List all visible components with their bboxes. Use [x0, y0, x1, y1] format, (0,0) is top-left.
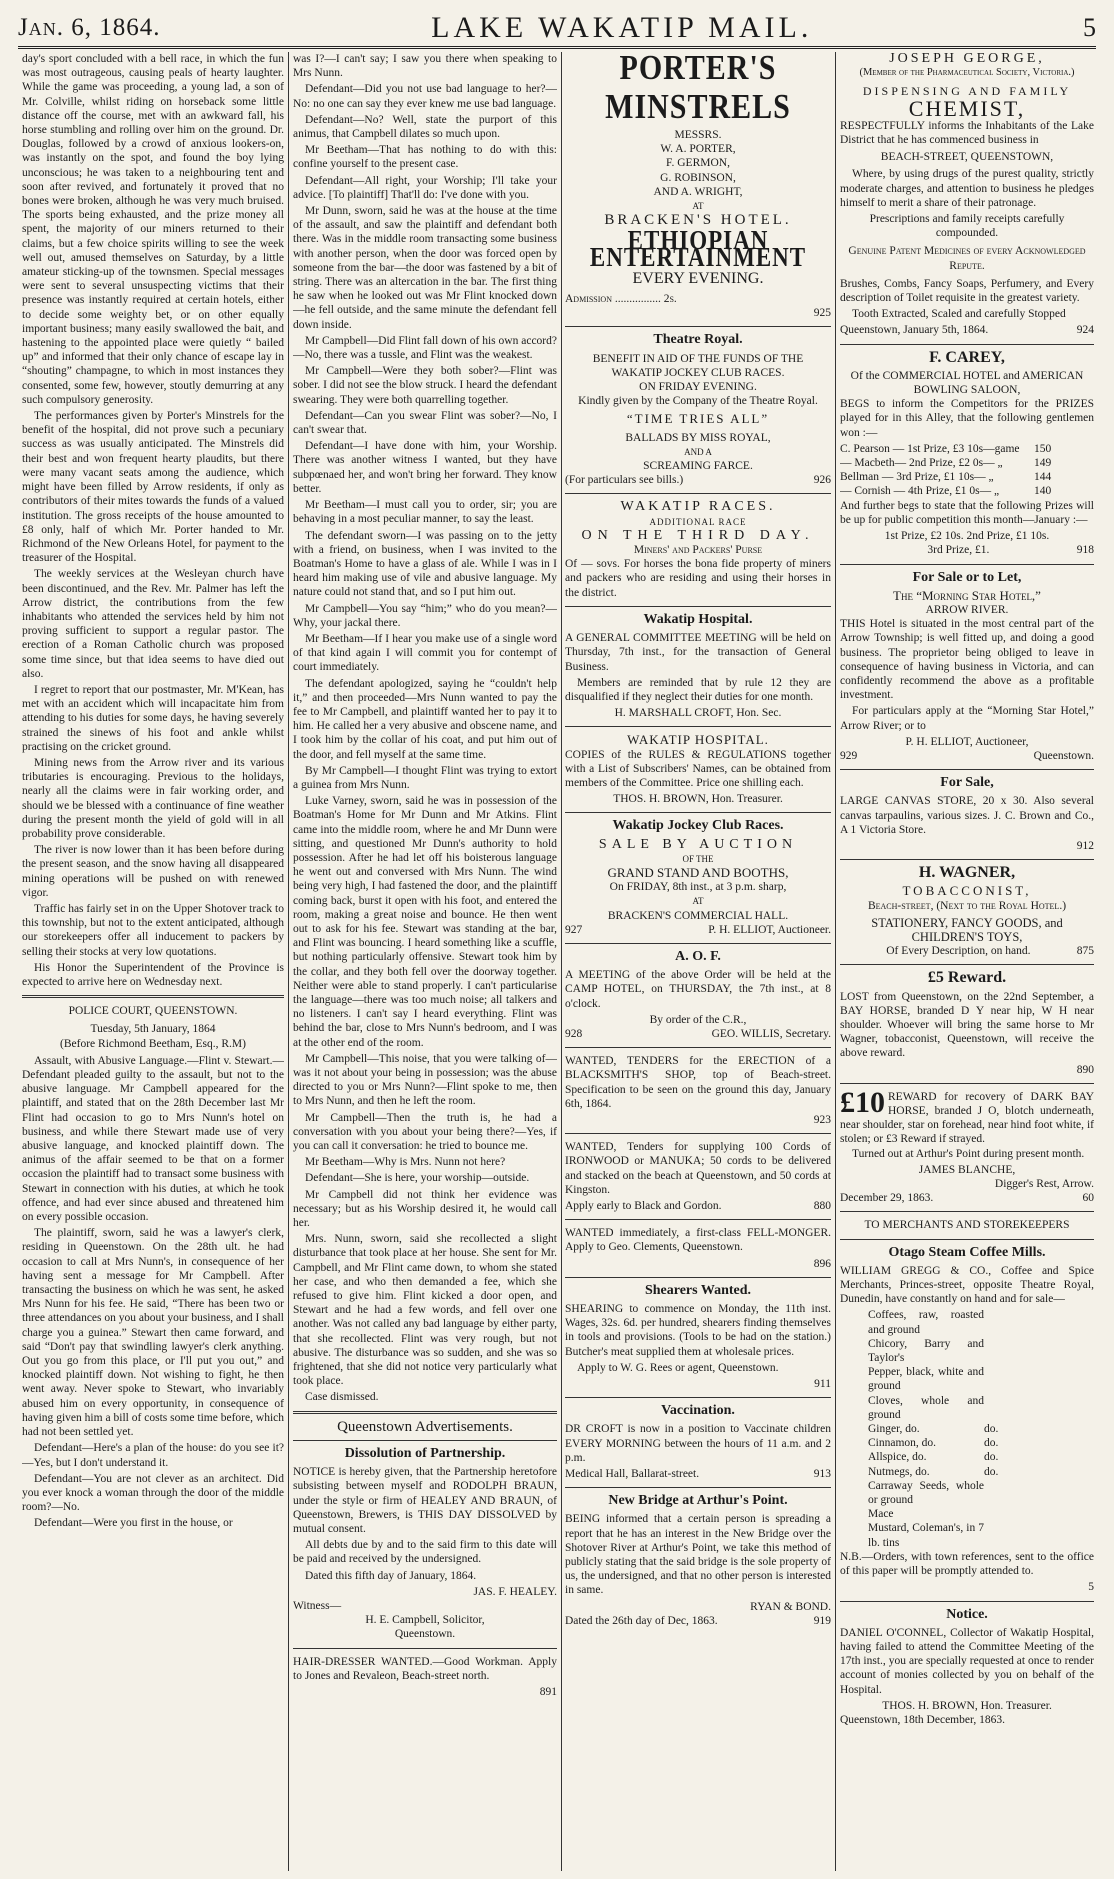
prize-list — [840, 442, 1094, 499]
jg-genuine: Genuine Patent Medicines of every Acknowledged Repute. — [848, 245, 1086, 272]
morning-star: The “Morning Star Hotel,” — [893, 587, 1041, 603]
ten-pound-footer — [840, 1191, 1094, 1205]
prize-row-cell: — Cornish — 4th Prize, £1 0s— „ — [840, 485, 1000, 498]
court-paragraph: Mrs. Nunn, sworn, said she recollected a slight disturbance that took place at her house. She sent for Mr. Campbell, and Mr Flint came down, to whom she stated her case, and who then demanded a fee, which she refused to give him. Flint kicked a door open, and Stewart and he had a few words, and fell over one another. Was not called any bad language by either party, that she recollected. Flint was very rough, but not abusive. The disturbance was so sudden, and she was so frightened, that she did not notice very particularly what took place. — [293, 1233, 557, 1388]
prize-row-cell: 140 — [1034, 485, 1052, 498]
court-paragraph: The defendant apologized, saying he “couldn't help it,” and then proceeded—Mrs Nunn wanted to pay the fee to Mr Campbell, and plaintiff wanted her to pay it to him. He called her a very abusive and obscene name, and I took him by the collar of his coat, and put him out of the door, and fell myself at the same time. — [293, 677, 557, 761]
screaming-farce: SCREAMING FARCE. — [643, 460, 753, 473]
court-paragraph: Case dismissed. — [305, 1391, 379, 1404]
shearers-apply: Apply to W. G. Rees or agent, Queenstown. — [577, 1361, 779, 1374]
goods-row-cell — [984, 1394, 1044, 1422]
vaccination-title: Vaccination. — [661, 1403, 735, 1419]
court-title: POLICE COURT, QUEENSTOWN. — [68, 1005, 238, 1018]
divider — [565, 1047, 831, 1048]
goods-row — [840, 1337, 1094, 1365]
court-paragraph: was I?—I can't say; I saw you there when speaking to Mrs Nunn. — [293, 53, 557, 80]
court-paragraph: Mr Beetham—That has nothing to do with this: confine yourself to the present case. — [293, 144, 557, 171]
auction-footer — [565, 923, 831, 937]
witness-label: Witness— — [293, 1599, 342, 1612]
ethiopian-entertainment: ETHIOPIAN ENTERTAINMENT — [589, 225, 807, 273]
prize-row-cell: 149 — [1034, 457, 1052, 470]
goods-row-cell: Mace — [868, 1508, 894, 1521]
ten-pound-signature: JAMES BLANCHE, — [918, 1163, 1016, 1176]
news-article — [22, 52, 284, 989]
divider — [293, 1648, 557, 1649]
ten-pound-address: Digger's Rest, Arrow. — [994, 1178, 1094, 1191]
wagner-footer — [840, 944, 1094, 958]
court-paragraph: Mr Campbell—Were they both sober?—Flint was sober. I did not see the blow struck. I heard the defendant swearing. They were both quarrelling together. — [293, 365, 557, 406]
aof-signature: GEO. WILLIS, Secretary. — [711, 1027, 831, 1040]
jg-footer — [840, 323, 1094, 337]
carey-subtitle: Of the COMMERCIAL HOTEL and AMERICAN BOWLING SALOON, — [850, 369, 1084, 397]
theatre-line: BENEFIT IN AID OF THE FUNDS OF THE — [592, 352, 804, 365]
for-sale-title: For Sale, — [940, 775, 994, 791]
paragraph: The river is now lower than it has been before during the present season, and the snow having all disappeared mining operations will be pushed on with renewed vigor. — [22, 844, 284, 899]
ad-number: 918 — [1076, 544, 1094, 557]
hospital-signature: H. MARSHALL CROFT, Hon. Sec. — [614, 707, 782, 720]
bridge-signature: RYAN & BOND. — [750, 1600, 831, 1613]
stationery: STATIONERY, FANCY GOODS, and CHILDREN'S TOYS, — [871, 915, 1063, 944]
and-a: AND A — [684, 446, 712, 457]
at-label: AT — [692, 896, 704, 907]
notice-text: DANIEL O'CONNEL, Collector of Wakatip Hospital, having failed to attend the Committee Meeting of the 17th inst., you are specially requested at once to render account of monies collected by you on behalf of the Hospital. — [840, 1626, 1094, 1696]
court-paragraph: Mr Dunn, sworn, said he was at the house at the time of the assault, and saw the plaintiff and defendant both there. Was in the middle room transacting some business with another person, when the door was forced open by someone from the bar—the door was fastened by a bit of string. There was an altercation in the bar. The first thing he saw when he looked out was Mr Flint knocked down—he fell outside, and the same minute the defendant fell down inside. — [293, 205, 557, 331]
court-paragraph: By Mr Campbell—I thought Flint was trying to extort a guinea from Mrs Nunn. — [293, 764, 557, 791]
goods-row-cell: Cloves, whole and ground — [868, 1394, 984, 1421]
otago-text: WILLIAM GREGG & CO., Coffee and Spice Merchants, Princes-street, opposite Theatre Royal, Dunedin, have constantly on hand and for sale— — [840, 1264, 1094, 1306]
ad-number: 890 — [1076, 1063, 1094, 1076]
carey-prizes: 1st Prize, £2 10s. 2nd Prize, £1 10s. — [884, 530, 1050, 543]
dissolution-notice — [293, 1465, 557, 1583]
divider — [840, 564, 1094, 565]
auction-date: On FRIDAY, 8th inst., at 3 p.m. sharp, — [609, 881, 787, 894]
auctioneer: P. H. ELLIOT, Auctioneer. — [708, 923, 831, 936]
bridge-text: BEING informed that a certain person is spreading a report that he has an interest in the New Bridge over the Shotover River at Arthur's Point, we take this method of publicly stating that the said bridge is the sole property of us, the undersigned, and that no other person is interested in same. — [565, 1513, 831, 1597]
divider — [840, 344, 1094, 345]
court-paragraph: Defendant—Here's a plan of the house: do you see it?—Yes, but I don't understand it. — [22, 1442, 284, 1469]
divider — [840, 1211, 1094, 1212]
theatre-line: WAKATIP JOCKEY CLUB RACES. — [611, 366, 785, 379]
theatre-footer — [565, 473, 831, 487]
jg-text: Tooth Extracted, Scaled and carefully Stopped — [852, 308, 1066, 321]
hospital2-text: COPIES of the RULES & REGULATIONS together with a List of Subscribers' Names, can be obtained from members of the Committee. Price one shilling each. — [565, 748, 831, 789]
carey-footer — [840, 543, 1094, 557]
divider — [565, 493, 831, 494]
otago-nb: N.B.—Orders, with town references, sent to the office of this paper will be promptly attended to. — [840, 1550, 1094, 1578]
paragraph: His Honor the Superintendent of the Province is expected to arrive here on Wednesday next. — [22, 961, 284, 988]
cords-tender-ad: WANTED, Tenders for supplying 100 Cords of IRONWOOD or MANUKA; 50 cords to be delivered and stacked on the beach at Queenstown, and 50 cords at Kingston. — [565, 1141, 831, 1196]
ten-pound-text: Turned out at Arthur's Point during present month. — [852, 1147, 1085, 1160]
divider — [565, 1397, 831, 1398]
theatre-royal-notice — [565, 352, 831, 409]
ad-number: 919 — [813, 1614, 831, 1627]
hospital2-title: WAKATIP HOSPITAL. — [627, 732, 769, 748]
arrow-river: ARROW RIVER. — [925, 603, 1009, 616]
divider — [565, 326, 831, 327]
jockey-club-title: Wakatip Jockey Club Races. — [612, 818, 784, 834]
court-paragraph: Mr Campbell did not think her evidence was necessary; but as his Worship desired it, he would call her. — [293, 1188, 557, 1230]
column-4 — [840, 52, 1094, 1871]
morning-star-text: For particulars apply at the “Morning Star Hotel,” Arrow River; or to — [840, 705, 1094, 732]
performer-name: AND A. WRIGHT, — [653, 185, 743, 198]
goods-row-cell — [984, 1337, 1044, 1365]
court-paragraph: Assault, with Abusive Language.—Flint v. Stewart.—Defendant pleaded guilty to the assault, but not to the abusive language. Mr Campbell appeared for the plaintiff, and stated that on the 28th December last Mr Flint had occasion to go to Mrs Nunn's hotel on business, and while there Stewart made use of very abusive language, and knocked plaintiff down. The animus of the affair seemed to be that on a former occasion the plaintiff had to transact some business with Stewart in connection with his duties, at which he took offence, and had ever since abused and threatened him on every possible occasion. — [22, 1054, 284, 1224]
court-paragraph: Mr Beetham—If I hear you make use of a single word of that kind again I will commit you for contempt of court immediately. — [293, 632, 557, 674]
wagner-address: Beach-street, (Next to the Royal Hotel.) — [867, 899, 1067, 912]
jg-text: Brushes, Combs, Fancy Soaps, Perfumery, and Every description of Toilet requisite in the greatest variety. — [840, 277, 1094, 305]
sale-let-title: For Sale or to Let, — [912, 569, 1022, 585]
goods-row-cell: Cinnamon, do. — [868, 1437, 937, 1450]
pharmaceutical-society: (Member of the Pharmaceutical Society, Victoria.) — [859, 67, 1075, 79]
divider — [565, 1277, 831, 1278]
divider — [565, 726, 831, 727]
notice-signature: THOS. H. BROWN, Hon. Treasurer. — [882, 1699, 1052, 1712]
divider — [840, 964, 1094, 965]
court-paragraph: The plaintiff, sworn, said he was a lawyer's clerk, residing in Queenstown. On the 28th ult. he had occasion to call at Mrs Nunn's, in consequence of her having sent a message for Mr Campbell. After transacting the business on which he was sent, he asked Mrs Nunn for his fee. He said, “There has been two or three attendances on you about your business, and I shall charge you a guinea.” Stewart then came forward, and said “Don't pay that swindling lawyer's clerk anything. Out you go from this place, or I'll put you out,” and knocked plaintiff down. Not wishing to fight, he then went away. Never spoke to Stewart, who invariably abused him on every opportunity, in consequence of having given him a bill of costs some time before, which had not been settled yet. — [22, 1227, 284, 1439]
ad-number: 875 — [1076, 945, 1094, 958]
goods-row — [840, 1365, 1094, 1393]
goods-row-cell — [984, 1521, 1044, 1549]
goods-row-cell — [984, 1507, 1044, 1521]
court-paragraph: Luke Varney, sworn, said he was in possession of the Boatman's Home for Mr Dunn and Mr Atkins. Flint came into the middle room, where he and Mr Dunn were sitting, and questioned Mr Dunn's authority to hold possession. After he had let off his boisterous language he went out and conversed with Mrs Nunn. The wind being very high, I had fastened the door, and the plaintiff coming back, burst it open with his foot, and entered the room, making a great noise and bounce. He then went out to ask for his fee. Stewart was standing at the bar, and Flint was bouncing. I heard something like a scuffle, but nothing particularly offensive. Stewart took him by the collar, and they both fell over the doorway together. Neither were able to stand properly. I can't particularise the language—there was too much noise; all talkers and no listeners. I can't say I heard everything. Flint was behind the bar, close to Mrs Nunn's bedroom, and I was at the other end of the room. — [293, 795, 557, 1049]
theatre-line: ON FRIDAY EVENING. — [639, 381, 757, 394]
goods-row-cell: Ginger, do. — [868, 1423, 920, 1436]
divider — [840, 859, 1094, 860]
court-date: Tuesday, 5th January, 1864 — [90, 1023, 216, 1036]
dispensing: DISPENSING AND FAMILY — [862, 84, 1072, 99]
goods-row — [840, 1422, 1094, 1436]
jg-text: Where, by using drugs of the purest quality, strictly moderate charges, and attention to business he pledges himself to merit a share of their patronage. — [840, 168, 1094, 209]
witness-place: Queenstown. — [394, 1628, 456, 1641]
court-paragraph: Mr Campbell—Then the truth is, he had a conversation with you about your being there?—Yes, if you can call it conversation: he tried to bounce me. — [293, 1111, 557, 1153]
newspaper-title: LAKE WAKATIP MAIL. — [431, 11, 813, 44]
goods-row-cell: Allspice, do. — [868, 1451, 927, 1464]
divider — [840, 1601, 1094, 1602]
performer-names — [565, 142, 831, 199]
ad-number: 880 — [813, 1200, 831, 1212]
prize-row-cell: Bellman — 3rd Prize, £1 10s— „ — [840, 471, 994, 484]
court-report-continued — [293, 52, 557, 1405]
court-paragraph: Defendant—Did you not use bad language to her?—No: no one can say they ever knew me use bad language. — [293, 83, 557, 110]
carey-prize3: 3rd Prize, £1. — [927, 544, 990, 557]
paragraph: The weekly services at the Wesleyan church have been discontinued, and the Rev. Mr. Palmer has left the Arrow district, the contributions from the few inhabitants who attended the services held by him not proving sufficient to support a regular pastor. The erection of a Roman Catholic church was proposed some time since, but that idea seems to have died out also. — [22, 568, 284, 680]
goods-row-cell: do. — [984, 1437, 999, 1450]
purse-text: Of — sovs. For horses the bona fide property of miners and packers who are residing and using their horses in the district. — [565, 558, 831, 599]
goods-row-cell — [984, 1308, 1044, 1336]
divider — [22, 995, 284, 998]
prize-row — [840, 470, 1094, 484]
lost-horse-text: LOST from Queenstown, on the 22nd September, a BAY HORSE, branded D Y near hip, W H near shoulder. Whoever will bring the same horse to Mr Wagner, tobacconist, Queenstown, will receive the above reward. — [840, 990, 1094, 1060]
goods-row-cell — [984, 1479, 1044, 1507]
commercial-hall: BRACKEN'S COMMERCIAL HALL. — [607, 909, 789, 922]
at-label: AT — [692, 201, 704, 212]
ad-number: 5 — [1088, 1581, 1094, 1594]
court-paragraph: The defendant sworn—I was passing on to the jetty with a friend, on business, when I was invited to the Boatman's Home to have a glass of ale. While I was in I heard him making use of vile and abusive language. My nature could not stand that, and so I put him out. — [293, 529, 557, 599]
of-the: OF THE — [682, 853, 714, 864]
prize-row — [840, 442, 1094, 456]
admission: Admission ................ 2s. — [565, 293, 677, 306]
particulars: (For particulars see bills.) — [565, 474, 684, 487]
prize-row-cell: C. Pearson — 1st Prize, £3 10s—game — [840, 442, 1020, 455]
divider — [840, 769, 1094, 770]
goods-list — [840, 1308, 1094, 1549]
paragraph: Traffic has fairly set in on the Upper Shotover track to this township, but not to the extent anticipated, although our storekeepers offer all inducement to packers by selling their stocks at very low quotations. — [22, 902, 284, 958]
paragraph: NOTICE is hereby given, that the Partnership heretofore subsisting between myself and RODOLPH BRAUN, under the style or firm of HEALEY AND BRAUN, of Queenstown, Brewers, is THIS DAY DISSOLVED by mutual consent. — [293, 1466, 557, 1535]
goods-row-cell — [984, 1365, 1044, 1393]
additional-race: ADDITIONAL RACE — [649, 516, 747, 527]
otago-mills-title: Otago Steam Coffee Mills. — [888, 1244, 1046, 1260]
porters-minstrels-title: PORTER'S MINSTRELS — [605, 52, 791, 126]
column-rule — [288, 52, 289, 1871]
ad-number: 912 — [1076, 839, 1094, 852]
court-report — [22, 1054, 284, 1531]
ad-number: 896 — [813, 1257, 831, 1270]
medical-hall: Medical Hall, Ballarat-street. — [565, 1468, 700, 1481]
carey-title: F. CAREY, — [929, 348, 1005, 366]
morning-star-text: THIS Hotel is situated in the most central part of the Arrow Township; is well fitted up, and doing a good business. The proprietor being obliged to leave in consequence of having business in Victoria, and can confidently recommend the above as a profitable investment. — [840, 618, 1094, 702]
bridge-date: Dated the 26th day of Dec, 1863. — [565, 1614, 718, 1627]
goods-row-cell: Nutmegs, do. — [868, 1465, 930, 1478]
wakatip-races-title: WAKATIP RACES. — [620, 499, 776, 515]
goods-row — [840, 1479, 1094, 1507]
bridge-title: New Bridge at Arthur's Point. — [608, 1493, 788, 1509]
vaccination-text: DR CROFT is now in a position to Vaccinate children EVERY MORNING between the hours of 11 a.m. and 2 p.m. — [565, 1423, 831, 1464]
column-3 — [565, 52, 831, 1871]
divider — [565, 812, 831, 813]
paragraph: Dated this fifth day of January, 1864. — [305, 1569, 477, 1582]
brackens-hotel: BRACKEN'S HOTEL. — [604, 212, 792, 229]
goods-row — [840, 1450, 1094, 1464]
court-paragraph: Defendant—All right, your Worship; I'll take your advice. [To plaintiff] That'll do: I've done with you. — [293, 174, 557, 201]
goods-row — [840, 1465, 1094, 1479]
dissolution-signature: JAS. F. HEALEY. — [473, 1585, 557, 1598]
ten-pound-text: REWARD for recovery of DARK BAY HORSE, branded J O, blotch underneath, near shoulder, star on forehead, near hind foot white, if stolen; or £3 Reward if strayed. — [840, 1090, 1094, 1146]
witness-name: H. E. Campbell, Solicitor, — [365, 1614, 485, 1627]
ten-pound-date: December 29, 1863. — [840, 1192, 934, 1205]
ballads: BALLADS BY MISS ROYAL, — [625, 431, 771, 444]
divider — [293, 1440, 557, 1441]
court-paragraph: Defendant—No? Well, state the purport of this animus, that Campbell dilates so much upon. — [293, 113, 557, 141]
carey-text: BEGS to inform the Competitors for the PRIZES played for in this Alley, that the following gentlemen won :— — [840, 398, 1094, 439]
messrs: MESSRS. — [674, 129, 722, 141]
ad-number: 928 — [565, 1027, 583, 1040]
jg-text: Prescriptions and family receipts carefully compounded. — [869, 213, 1065, 240]
performer-name: W. A. PORTER, — [660, 143, 736, 156]
goods-row — [840, 1521, 1094, 1549]
time-tries-all: “TIME TRIES ALL” — [626, 411, 770, 427]
notice-title: Notice. — [946, 1606, 988, 1622]
ad-number: 911 — [814, 1378, 831, 1391]
ad-number: 924 — [1076, 324, 1094, 337]
ad-number: 925 — [813, 307, 831, 320]
performer-name: G. ROBINSON, — [660, 171, 736, 184]
divider — [840, 1239, 1094, 1240]
goods-row — [840, 1436, 1094, 1450]
carey-text: And further begs to state that the following Prizes will be up for public competition this month—January :— — [840, 499, 1094, 526]
column-rule — [561, 52, 562, 1871]
page-number: 5 — [1083, 13, 1096, 42]
ad-number: 60 — [1082, 1192, 1094, 1205]
court-paragraph: Mr Campbell—This noise, that you were talking of—was it not about your being in possession; was the abuse directed to you or Mrs Nunn?—Flint spoke to me, then to Mrs Nunn, and then he left the room. — [293, 1052, 557, 1108]
hospital-text: Members are reminded that by rule 12 they are disqualified if they neglect their duties for one month. — [565, 676, 831, 703]
paragraph: day's sport concluded with a bell race, in which the fun was most outrageous, causing peals of hearty laughter. While the game was proceeding, a young lad, a son of Mr. Colville, whilst riding on horseback some little distance off the course, met with an awkward fall, his horse stumbling and rolling over him on the ground. Dr. Douglas, followed by a crowd of anxious lookers-on, was instantly on the spot, and found the boy lying unconscious; he was taken to a neighbouring tent and soon after revived, and fortunately it proved that no bones were broken, although he was very much bruised. The sports being exhausted, and the prize money all spent, the majority of our miners returned to their claims, but a few choice spirits willing to see the week well out, amused themselves on Saturday, by a little amateur sticking-up of the townsmen. Special messages were sent to several unsuspecting victims that their presence was instantly required at certain hotels, either to decide some weighty bet, or on other equally important business; many easily swallowed the bait, and hastening to the appointed place were quietly “ bailed up” and informed that their only chance of escape lay in “shouting” champagne, to which in most instances they consented, some few, however, stoutly demurring at any such compulsory generosity. — [22, 53, 284, 406]
section-title-queenstown-ads: Queenstown Advertisements. — [337, 1418, 513, 1435]
prize-row — [840, 484, 1094, 498]
divider — [565, 1219, 831, 1220]
hospital2-signature: THOS. H. BROWN, Hon. Treasurer. — [613, 793, 783, 806]
court-before: (Before Richmond Beetham, Esq., R.M) — [60, 1037, 246, 1050]
ten-pound-heading: £10 — [840, 1085, 885, 1119]
grand-stand: GRAND STAND AND BOOTHS, — [607, 864, 789, 880]
divider — [565, 606, 831, 607]
court-paragraph: Defendant—She is here, your worship—outside. — [305, 1172, 530, 1185]
prize-row-cell: 150 — [1034, 442, 1052, 455]
sale-by-auction: SALE BY AUCTION — [598, 836, 798, 852]
paragraph: The performances given by Porter's Minstrels for the benefit of the hospital, did not prove such a pecuniary success as was usually anticipated. The Minstrels did their best and won frequent hearty plaudits, but there were many vacant seats among the audience, which might have been filled by Arrow residents, if only as contributors of their mites towards the funds of a valued institution. The gross receipts of the house amounted to £8 only, half of which Mr. Porter handed to Mr. Richmond of the New Orleans Hotel, for payment to the treasurer of the Hospital. — [22, 410, 284, 565]
merchants-heading: TO MERCHANTS AND STOREKEEPERS — [864, 1219, 1070, 1232]
paragraph: All debts due by and to the said firm to this date will be paid and received by the undersigned. — [293, 1539, 557, 1566]
court-paragraph: Defendant—Were you first in the house, or — [34, 1517, 233, 1530]
ad-number: 923 — [813, 1113, 831, 1126]
miners-purse: Miners' and Packers' Purse — [633, 544, 763, 557]
divider — [293, 1411, 557, 1414]
every-evening: EVERY EVENING. — [632, 269, 764, 287]
hospital-text: A GENERAL COMMITTEE MEETING will be held on Thursday, 7th inst., for the transaction of General Business. — [565, 632, 831, 673]
goods-row-cell: do. — [984, 1465, 999, 1478]
goods-row-cell: Coffees, raw, roasted and ground — [868, 1309, 984, 1336]
court-paragraph: Mr Campbell—You say “him;” who do you mean?—Why, your jackal there. — [293, 602, 557, 629]
aof-footer — [565, 1027, 831, 1041]
theatre-line: Kindly given by the Company of the Theatre Royal. — [578, 395, 818, 408]
goods-row — [840, 1394, 1094, 1422]
morning-star-place: Queenstown. — [1033, 749, 1094, 762]
canvas-store-text: LARGE CANVAS STORE, 20 x 30. Also several canvas tarpaulins, various sizes. J. C. Brown and Co., A 1 Victoria Store. — [840, 795, 1094, 836]
theatre-royal-title: Theatre Royal. — [653, 332, 743, 348]
ad-number: 926 — [813, 474, 831, 487]
divider — [840, 1083, 1094, 1084]
ten-pound-reward — [840, 1085, 1094, 1147]
aof-text: A MEETING of the above Order will be held at the CAMP HOTEL, on THURSDAY, the 7th inst., at 8 o'clock. — [565, 969, 831, 1010]
jg-date: Queenstown, January 5th, 1864. — [840, 324, 989, 337]
cords-apply: Apply early to Black and Gordon. — [565, 1200, 722, 1212]
five-pound-reward-title: £5 Reward. — [927, 969, 1007, 987]
shearers-text: SHEARING to commence on Monday, the 11th inst. Wages, 32s. 6d. per hundred, shearers finding themselves in tools and provisions. (Tools to be had on the station.) Butcher's meat supplied them at wholesale prices. — [565, 1303, 831, 1358]
prize-row-cell: — Macbeth— 2nd Prize, £2 0s— „ — [840, 457, 1003, 470]
masthead — [18, 10, 1096, 49]
court-paragraph: Defendant—You are not clever as an architect. Did you ever knock a woman through the door of the middle room?—No. — [22, 1472, 284, 1514]
ad-number: 913 — [813, 1468, 831, 1481]
divider — [565, 1133, 831, 1134]
goods-row-cell: do. — [984, 1451, 999, 1464]
vaccination-footer — [565, 1467, 831, 1481]
aof-title: A. O. F. — [675, 948, 721, 964]
divider — [565, 1487, 831, 1488]
aof-order: By order of the C.R., — [649, 1013, 747, 1026]
goods-row-cell: Chicory, Barry and Taylor's — [868, 1337, 984, 1365]
fellmonger-ad: WANTED immediately, a first-class FELL-MONGER. Apply to Geo. Clements, Queenstown. — [565, 1227, 831, 1254]
paragraph: Mining news from the Arrow river and its various tributaries is encouraging. Previous to the holidays, nearly all the claims were in fair working order, and should we be blessed with a continuance of fine weather during the present month the yield of gold will in all probability prove considerable. — [22, 756, 284, 840]
court-paragraph: Mr Campbell—Did Flint fall down of his own accord?—No, there was a tussle, and Flint was the weakest. — [293, 334, 557, 362]
morning-star-signature: P. H. ELLIOT, Auctioneer, — [905, 735, 1029, 748]
divider — [565, 943, 831, 944]
goods-row-cell: Carraway Seeds, whole or ground — [868, 1479, 984, 1507]
blacksmith-tender-ad: WANTED, TENDERS for the ERECTION of a BLACKSMITH'S SHOP, top of Beach-street. Specification to be seen on the ground this day, January 6th, 1864. — [565, 1055, 831, 1110]
tobacconist: TOBACCONIST, — [902, 883, 1032, 899]
column-rule — [835, 52, 836, 1871]
goods-row-cell: do. — [984, 1423, 999, 1436]
dissolution-title: Dissolution of Partnership. — [344, 1445, 506, 1461]
wagner-title: H. WAGNER, — [918, 864, 1016, 882]
notice-date: Queenstown, 18th December, 1863. — [840, 1713, 1005, 1726]
hospital-title: Wakatip Hospital. — [643, 611, 753, 627]
ad-number: 891 — [539, 1685, 557, 1698]
bridge-footer — [565, 1614, 831, 1628]
court-paragraph: Mr Beetham—Why is Mrs. Nunn not here? — [305, 1156, 506, 1169]
goods-row-cell: Mustard, Coleman's, in 7 lb. tins — [868, 1522, 984, 1549]
hairdresser-ad: HAIR-DRESSER WANTED.—Good Workman. Apply to Jones and Revaleon, Beach-street north. — [293, 1655, 557, 1682]
prize-row — [840, 456, 1094, 470]
goods-row — [840, 1308, 1094, 1336]
court-paragraph: Defendant—I have done with him, your Worship. There was another witness I wanted, but they have subpœnaed her, and won't bring her forward. They know better. — [293, 440, 557, 495]
court-paragraph: Mr Beetham—I must call you to order, sir; you are behaving in a most peculiar manner, to say the least. — [293, 499, 557, 526]
court-paragraph: Defendant—Can you swear Flint was sober?—No, I can't swear that. — [293, 409, 557, 437]
prize-row-cell: 144 — [1034, 471, 1052, 484]
ad-number: 927 — [565, 923, 583, 936]
jg-street: BEACH-STREET, QUEENSTOWN, — [880, 151, 1054, 164]
cords-footer — [565, 1199, 831, 1213]
jg-text: RESPECTFULLY informs the Inhabitants of the Lake District that he has commenced business in — [840, 119, 1094, 147]
shearers-title: Shearers Wanted. — [644, 1282, 752, 1298]
paragraph: I regret to report that our postmaster, Mr. M'Kean, has met with an accident which will incapacitate him from attending to his duties for some days, he having severely strained the sinews of his foot and ankle whilst practising on the cricket ground. — [22, 683, 284, 753]
third-day: ON THE THIRD DAY. — [581, 527, 815, 543]
ad-number: 929 — [840, 749, 858, 762]
joseph-george-title: JOSEPH GEORGE, — [889, 52, 1045, 66]
goods-row-cell: Pepper, black, white and ground — [868, 1366, 984, 1393]
performer-name: F. GERMON, — [666, 157, 730, 170]
goods-row — [840, 1507, 1094, 1521]
issue-date: Jan. 6, 1864. — [18, 14, 161, 41]
column-2 — [293, 52, 557, 1871]
morning-star-footer — [840, 749, 1094, 763]
chemist: CHEMIST, — [908, 95, 1026, 121]
stationery: Of Every Description, on hand. — [886, 945, 1031, 958]
column-1 — [22, 52, 284, 1871]
